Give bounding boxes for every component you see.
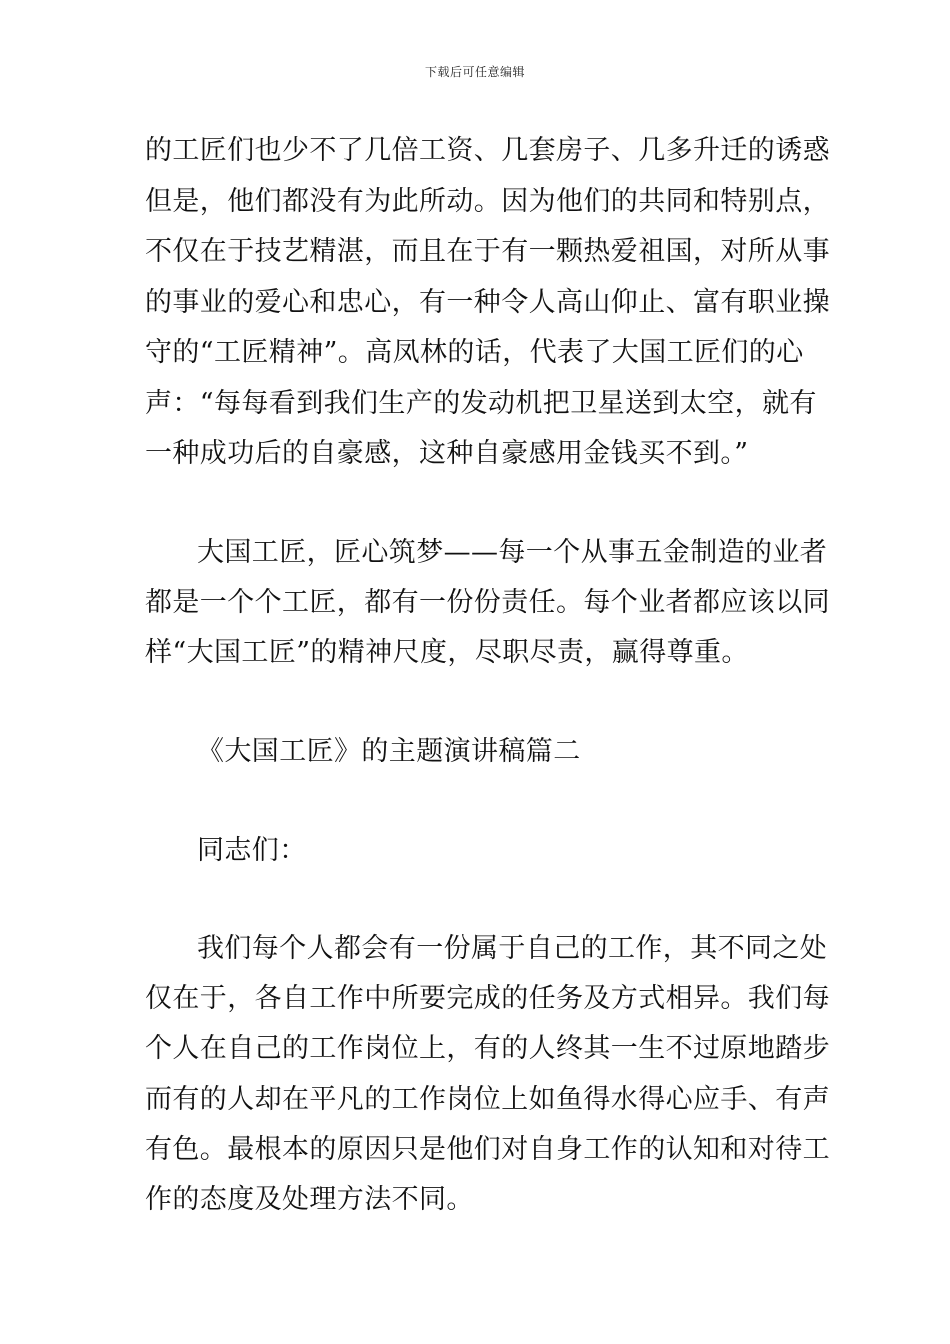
paragraph-1-line-2: 但是，他们都没有为此所动。因为他们的共同和特别点， — [145, 186, 830, 217]
section-title: 《大国工匠》的主题演讲稿篇二 — [197, 736, 581, 767]
paragraph-1-line-3: 不仅在于技艺精湛，而且在于有一颗热爱祖国，对所从事 — [145, 236, 830, 267]
paragraph-3-line-4: 而有的人却在平凡的工作岗位上如鱼得水得心应手、有声 — [145, 1084, 830, 1115]
paragraph-3-line-5: 有色。最根本的原因只是他们对自身工作的认知和对待工 — [145, 1134, 830, 1165]
paragraph-1-line-7: 一种成功后的自豪感，这种自豪感用金钱买不到。” — [145, 438, 749, 469]
paragraph-3-line-6: 作的态度及处理方法不同。 — [145, 1184, 474, 1215]
salutation: 同志们： — [197, 835, 307, 866]
paragraph-2-line-3: 样“大国工匠”的精神尺度，尽职尽责，赢得尊重。 — [145, 637, 749, 668]
page-header: 下载后可任意编辑 — [424, 65, 525, 79]
paragraph-1-line-4: 的事业的爱心和忠心，有一种令人高山仰止、富有职业操 — [145, 287, 830, 318]
paragraph-3-line-1: 我们每个人都会有一份属于自己的工作，其不同之处 — [197, 933, 828, 964]
paragraph-1-line-6: 声：“每每看到我们生产的发动机把卫星送到太空，就有 — [145, 388, 817, 419]
paragraph-1-line-5: 守的“工匠精神”。高凤林的话，代表了大国工匠们的心 — [145, 337, 804, 368]
paragraph-3-line-3: 个人在自己的工作岗位上，有的人终其一生不过原地踏步 — [145, 1033, 830, 1064]
paragraph-2-line-2: 都是一个个工匠，都有一份份责任。每个业者都应该以同 — [145, 587, 830, 618]
paragraph-2-line-1: 大国工匠，匠心筑梦——每一个从事五金制造的业者 — [197, 537, 828, 568]
paragraph-1-line-1: 的工匠们也少不了几倍工资、几套房子、几多升迁的诱惑 — [145, 135, 830, 166]
paragraph-3-line-2: 仅在于，各自工作中所要完成的任务及方式相异。我们每 — [145, 983, 830, 1014]
